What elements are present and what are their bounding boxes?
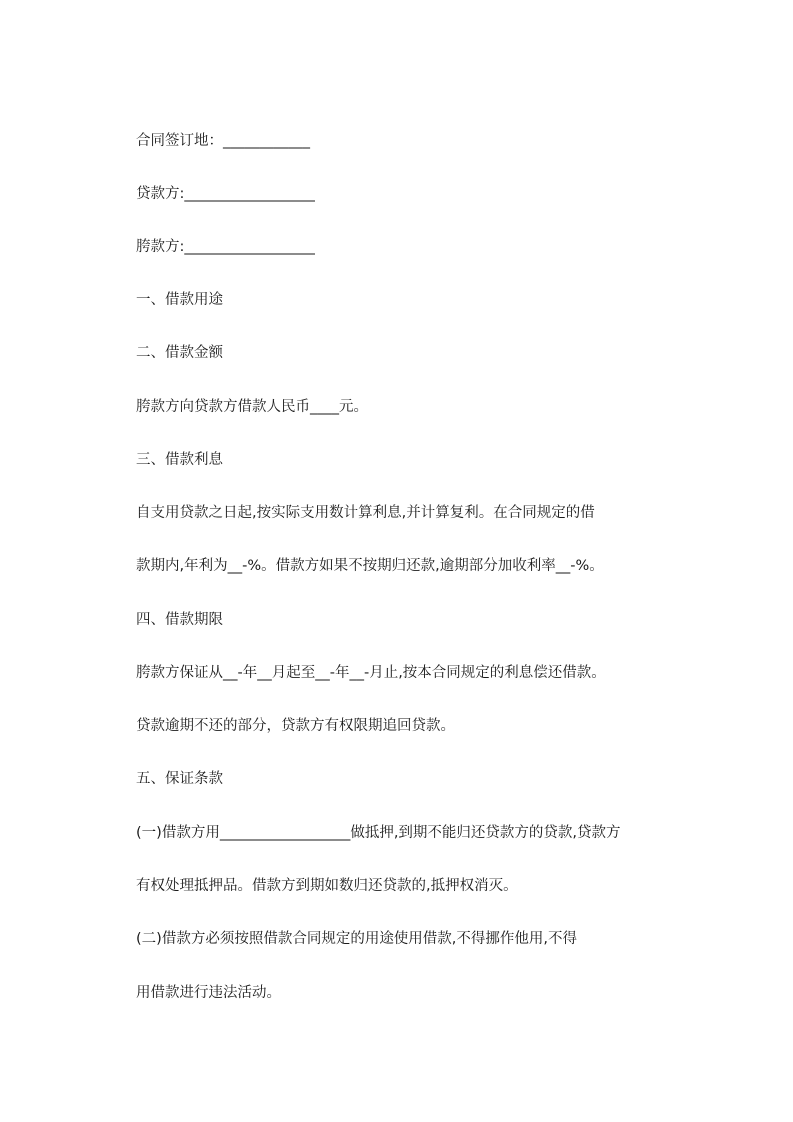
section-heading-purpose: 一、借款用途 [136,292,223,308]
lender-line: 贷款方:__________________ [136,186,315,202]
amount-clause: 胯款方向贷款方借款人民币____元。 [136,399,368,415]
term-clause: 胯款方保证从__-年__月起至__-年__-月止,按本合同规定的利息偿还借款。 [136,665,606,681]
guarantee-clause-2-line-1: (二)借款方必须按照借款合同规定的用途使用借款,不得挪作他用,不得 [136,931,578,947]
interest-clause-line-1: 自支用贷款之日起,按实际支用数计算利息,并计算复利。在合同规定的借 [136,505,595,521]
signing-place-line: 合同签订地：____________ [136,133,310,149]
borrower-line: 胯款方:__________________ [136,239,315,255]
guarantee-clause-2-line-2: 用借款进行违法活动。 [136,985,281,1001]
section-heading-interest: 三、借款利息 [136,452,223,468]
section-heading-amount: 二、借款金额 [136,345,223,361]
section-heading-term: 四、借款期限 [136,612,223,628]
section-heading-guarantee: 五、保证条款 [136,771,223,787]
guarantee-clause-1-line-1: (一)借款方用__________________做抵押,到期不能归还贷款方的贷款,贷款方 [136,825,621,841]
interest-clause-line-2: 款期内,年利为__-%。借款方如果不按期归还款,逾期部分加收利率__-%。 [136,558,604,574]
overdue-clause: 贷款逾期不还的部分，贷款方有权限期追回贷款。 [136,718,455,734]
guarantee-clause-1-line-2: 有权处理抵押品。借款方到期如数归还贷款的,抵押权消灭。 [136,878,518,894]
